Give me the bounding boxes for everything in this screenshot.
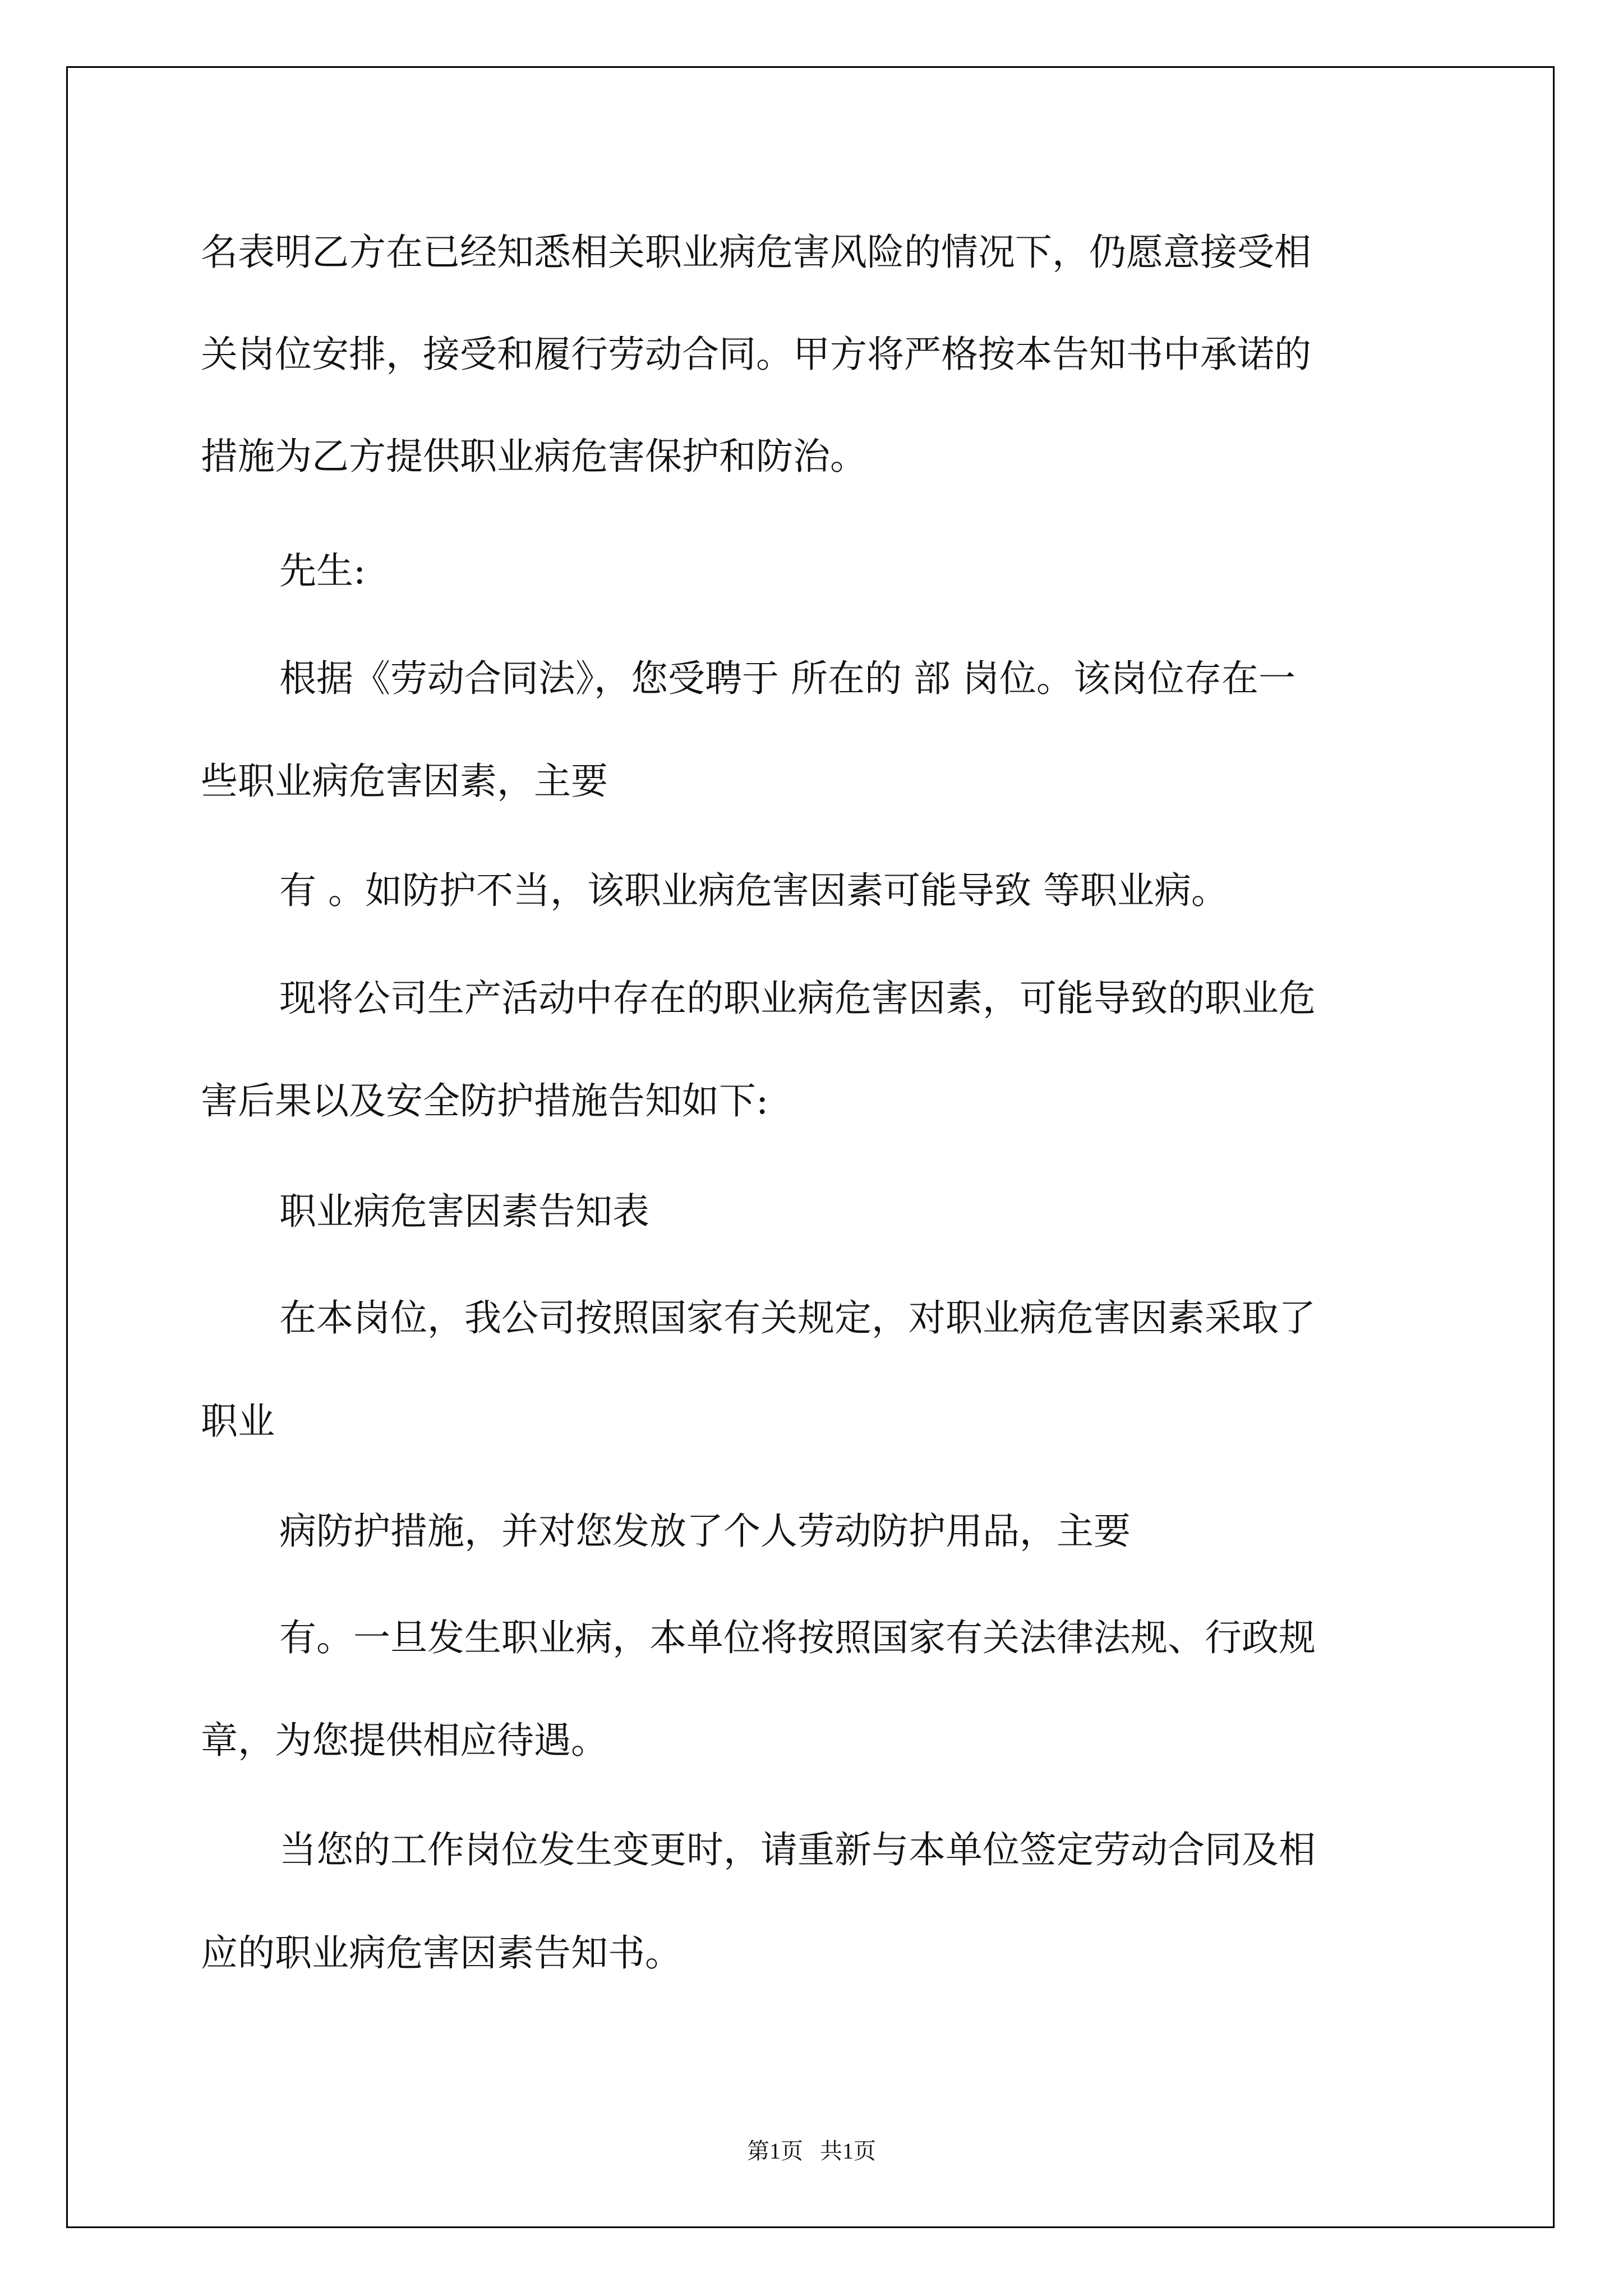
paragraph-line-3: 措施为乙方提供职业病危害保护和防治。 [201,435,867,478]
page-footer: 第1页 共1页 [747,2138,876,2164]
paragraph-line-2: 关岗位安排，接受和履行劳动合同。甲方将严格按本告知书中承诺的 [201,333,1311,376]
paragraph-line-5: 根据《劳动合同法》，您受聘于 所在的 部 岗位。该岗位存在一 [279,657,1295,700]
paragraph-line-15: 章，为您提供相应待遇。 [201,1719,608,1762]
section-heading: 职业病危害因素告知表 [279,1190,649,1233]
paragraph-line-6: 些职业病危害因素，主要 [201,760,608,803]
paragraph-line-1: 名表明乙方在已经知悉相关职业病危害风险的情况下，仍愿意接受相 [201,231,1311,274]
paragraph-line-12: 职业 [201,1400,275,1443]
paragraph-line-8: 现将公司生产活动中存在的职业病危害因素，可能导致的职业危 [279,977,1316,1020]
paragraph-line-14: 有。一旦发生职业病，本单位将按照国家有关法律法规、行政规 [279,1616,1316,1659]
paragraph-line-11: 在本岗位，我公司按照国家有关规定，对职业病危害因素采取了 [279,1296,1316,1340]
paragraph-line-16: 当您的工作岗位发生变更时，请重新与本单位签定劳动合同及相 [279,1828,1316,1871]
salutation: 先生: [279,549,366,592]
page-border [66,66,1555,2228]
paragraph-line-9: 害后果以及安全防护措施告知如下: [201,1079,769,1122]
paragraph-line-13: 病防护措施，并对您发放了个人劳动防护用品，主要 [279,1510,1131,1553]
paragraph-line-7: 有 。如防护不当，该职业病危害因素可能导致 等职业病。 [279,869,1228,912]
paragraph-line-17: 应的职业病危害因素告知书。 [201,1931,682,1975]
